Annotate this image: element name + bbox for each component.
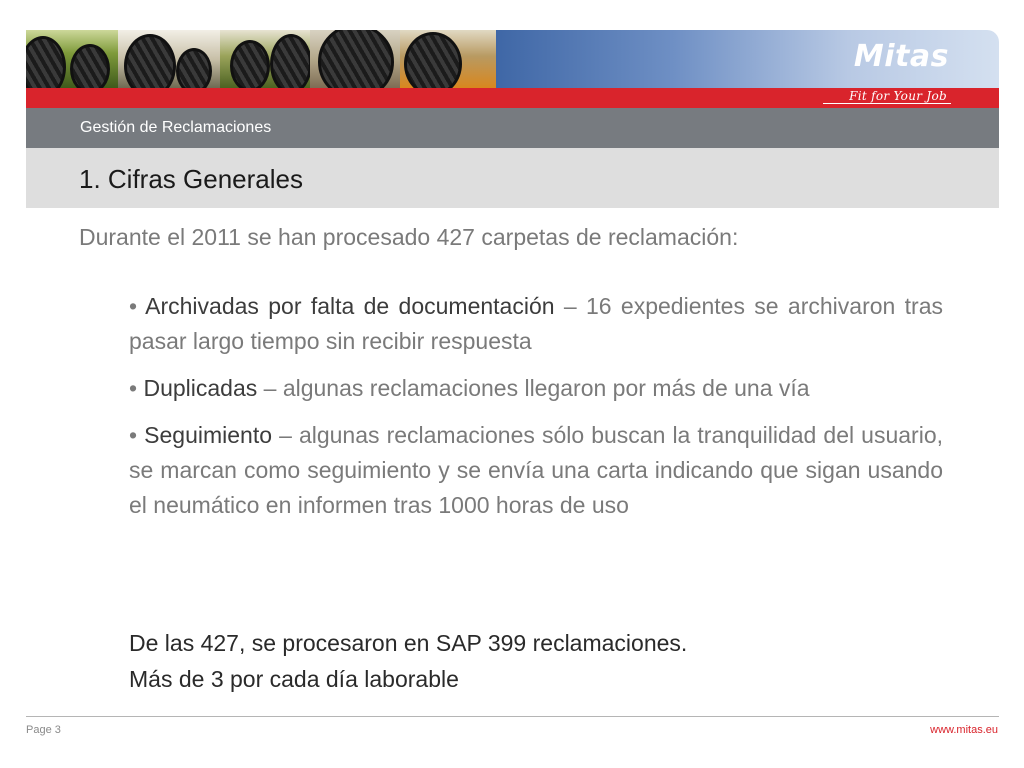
header-banner <box>26 30 999 88</box>
title-bar <box>26 148 999 208</box>
bullet-term: Duplicadas <box>143 375 258 401</box>
summary <box>129 625 687 697</box>
brand-red-bar <box>26 88 999 108</box>
page-number: Page 3 <box>26 724 61 736</box>
mitas-logo: Mitas <box>853 39 949 74</box>
footer-divider <box>26 716 999 717</box>
bullet-list <box>129 289 943 535</box>
intro-text: Durante el 2011 se han procesado 427 carpetas de reclamación: <box>79 224 739 250</box>
bullet-text: – algunas reclamaciones llegaron por más de una vía <box>263 375 810 401</box>
bullet-text: – algunas reclamaciones sólo buscan la tranquilidad del usuario, se marcan como seguimiento y se envía una carta indicando que sigan usando el neumático en informen tras 1000 horas de uso <box>129 422 944 518</box>
section-title: Gestión de Reclamaciones <box>80 119 272 136</box>
section-bar <box>26 108 999 148</box>
website-link[interactable]: www.mitas.eu <box>930 724 998 736</box>
tractor-photo <box>26 30 118 88</box>
harvester-photo <box>118 30 220 88</box>
slogan-underline <box>823 103 951 104</box>
tyre-tread-photo <box>310 30 400 88</box>
logo-zone <box>496 30 999 88</box>
bullet-text: – 16 expedientes se archivaron tras pasar largo tiempo sin recibir respuesta <box>129 293 943 354</box>
bullet-term: Seguimiento <box>144 422 272 448</box>
slide-title: 1. Cifras Generales <box>79 164 303 194</box>
bullet-duplicates: • Duplicadas – algunas reclamaciones llegaron por más de una vía <box>129 375 810 401</box>
field-tractor-photo <box>220 30 310 88</box>
slogan: Fit for Your Job <box>849 89 947 103</box>
bullet-archived: • Archivadas por falta de documentación – 16 expedientes se archivaron tras pasar largo tiempo sin recibir respuesta <box>129 293 943 354</box>
tyre-photo-strip <box>26 30 496 88</box>
summary-line: De las 427, se procesaron en SAP 399 reclamaciones. <box>129 630 688 656</box>
bullet-followup: • Seguimiento – algunas reclamaciones sólo buscan la tranquilidad del usuario, se marcan como seguimiento y se envía una carta indicando que sigan usando el neumático en informen tras 1000 horas de uso <box>129 422 944 518</box>
summary-line: Más de 3 por cada día laborable <box>129 666 459 692</box>
bullet-term: Archivadas por falta de documentación <box>145 293 555 319</box>
loader-photo <box>400 30 496 88</box>
